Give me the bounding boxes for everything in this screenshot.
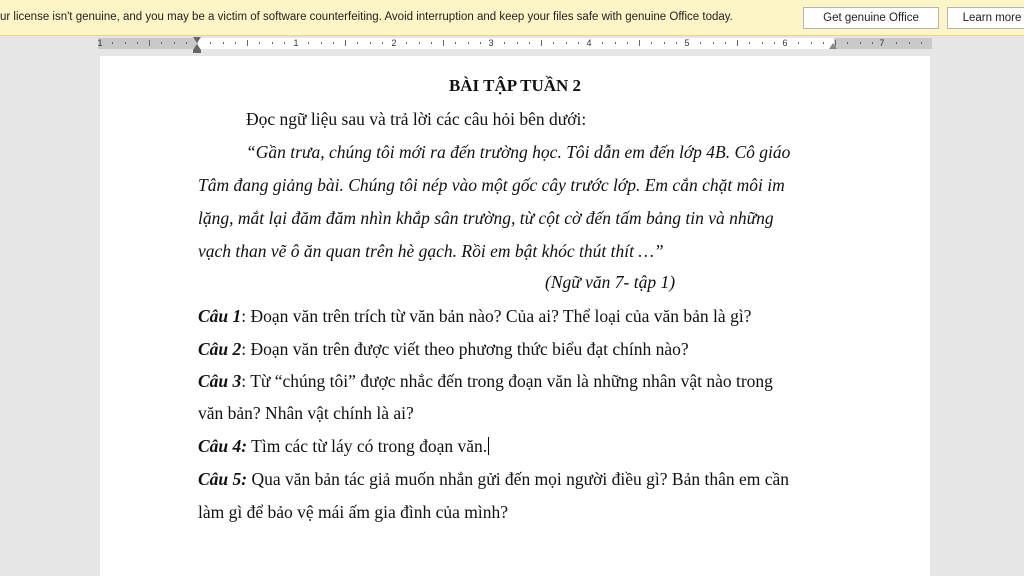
ruler-tick — [811, 42, 812, 44]
passage-line: vạch than vẽ ô ăn quan trên hè gạch. Rồi em bật khóc thút thít …” — [198, 241, 664, 261]
ruler-tick — [676, 42, 677, 44]
question-1 — [198, 306, 751, 327]
ruler-tick — [149, 40, 150, 46]
ruler-tick — [125, 42, 126, 44]
question-3 — [198, 371, 773, 392]
ruler-tick — [419, 42, 420, 44]
question-separator: : — [241, 339, 247, 359]
ruler-tick — [578, 42, 579, 44]
ruler-tick — [700, 42, 701, 44]
ruler-number: 1 — [97, 38, 103, 48]
ruler-tick — [431, 42, 432, 44]
ruler-tick — [321, 42, 322, 44]
question-label: Câu 1 — [198, 306, 242, 326]
license-warning-banner — [0, 0, 1024, 36]
ruler-tick — [370, 42, 371, 44]
ruler-number: 6 — [782, 38, 788, 48]
ruler-tick — [406, 42, 407, 44]
ruler-tick — [651, 42, 652, 44]
text-cursor — [488, 437, 489, 455]
ruler-tick — [541, 40, 542, 46]
ruler-tick — [566, 42, 567, 44]
ruler-tick — [823, 42, 824, 44]
ruler-tick — [639, 40, 640, 46]
question-separator: : — [241, 306, 247, 326]
ruler-tick — [345, 40, 346, 46]
question-text: Từ “chúng tôi” được nhắc đến trong đoạn văn là những nhân vật nào trong — [246, 371, 773, 391]
ruler-tick — [737, 40, 738, 46]
left-indent-marker[interactable] — [193, 50, 201, 53]
ruler-tick — [247, 40, 248, 46]
ruler-tick — [223, 42, 224, 44]
ruler-tick — [762, 42, 763, 44]
ruler-number: 1 — [293, 38, 299, 48]
ruler-tick — [455, 42, 456, 44]
ruler-tick — [468, 42, 469, 44]
page-title: BÀI TẬP TUẦN 2 — [448, 76, 582, 95]
question-3-continuation: văn bản? Nhân vật chính là ai? — [198, 403, 414, 423]
ruler-tick — [872, 42, 873, 44]
passage-line: lặng, mắt lại đăm đăm nhìn khắp sân trường, từ cột cờ đến tấm bảng tin và những — [198, 208, 774, 228]
ruler-number: 7 — [879, 38, 885, 48]
passage-line: Tâm đang giảng bài. Chúng tôi nép vào một gốc cây trước lớp. Em cắn chặt môi im — [198, 175, 785, 195]
ruler-tick — [749, 42, 750, 44]
ruler-tick — [174, 42, 175, 44]
ruler-tick — [713, 42, 714, 44]
question-label: Câu 3 — [198, 371, 242, 391]
ruler-tick — [909, 42, 910, 44]
ruler-tick — [161, 42, 162, 44]
ruler-tick — [284, 42, 285, 44]
ruler-tick — [517, 42, 518, 44]
ruler-tick — [627, 42, 628, 44]
question-label: Câu 5: — [198, 469, 248, 489]
ruler-tick — [186, 42, 187, 44]
ruler-tick — [480, 42, 481, 44]
ruler-number: 4 — [586, 38, 592, 48]
question-5-continuation: làm gì để bảo vệ mái ấm gia đình của mình? — [198, 502, 509, 522]
source-citation: (Ngữ văn 7- tập 1) — [545, 272, 676, 292]
question-5 — [198, 469, 789, 490]
ruler-tick — [210, 42, 211, 44]
ruler-tick — [798, 42, 799, 44]
ruler-tick — [664, 42, 665, 44]
learn-more-button[interactable]: Learn more — [947, 7, 1024, 29]
ruler-tick — [860, 42, 861, 44]
ruler-left-margin — [98, 38, 198, 49]
ruler-tick — [443, 40, 444, 46]
ruler-tick — [602, 42, 603, 44]
question-text: Đoạn văn trên được viết theo phương thức biểu đạt chính nào? — [246, 339, 689, 359]
get-genuine-office-button[interactable]: Get genuine Office — [803, 7, 939, 29]
ruler-tick — [529, 42, 530, 44]
ruler-tick — [382, 42, 383, 44]
ruler-number: 3 — [488, 38, 494, 48]
ruler-tick — [308, 42, 309, 44]
first-line-indent-marker[interactable] — [193, 37, 201, 43]
question-text: Qua văn bản tác giả muốn nhắn gửi đến mọi người điều gì? Bản thân em cần — [247, 469, 790, 489]
ruler-tick — [112, 42, 113, 44]
ruler-tick — [725, 42, 726, 44]
document-page[interactable] — [100, 56, 930, 576]
license-warning-message: ur license isn't genuine, and you may be a victim of software counterfeiting. Avoid interruption and keep your files safe with genuine Office today. — [0, 11, 733, 23]
ruler-tick — [553, 42, 554, 44]
question-4 — [198, 436, 489, 457]
question-text: Đoạn văn trên trích từ văn bản nào? Của ai? Thể loại của văn bản là gì? — [246, 306, 752, 326]
question-label: Câu 2 — [198, 339, 242, 359]
ruler-tick — [272, 42, 273, 44]
ruler-tick — [137, 42, 138, 44]
question-separator: : — [241, 371, 247, 391]
ruler-tick — [504, 42, 505, 44]
ruler-tick — [615, 42, 616, 44]
ruler-tick — [847, 42, 848, 44]
ruler-tick — [896, 42, 897, 44]
ruler-number: 5 — [684, 38, 690, 48]
question-text: Tìm các từ láy có trong đoạn văn. — [247, 436, 488, 456]
horizontal-ruler[interactable] — [0, 37, 1024, 51]
instruction-text: Đọc ngữ liệu sau và trả lời các câu hỏi bên dưới: — [246, 109, 587, 129]
ruler-tick — [774, 42, 775, 44]
ruler-tick — [259, 42, 260, 44]
ruler-number: 2 — [391, 38, 397, 48]
question-label: Câu 4: — [198, 436, 248, 456]
right-indent-marker[interactable] — [829, 43, 837, 49]
ruler-tick — [357, 42, 358, 44]
ruler-tick — [333, 42, 334, 44]
ruler-tick — [921, 42, 922, 44]
passage-line: “Gần trưa, chúng tôi mới ra đến trường học. Tôi dẫn em đến lớp 4B. Cô giáo — [246, 142, 791, 162]
question-2 — [198, 339, 689, 360]
ruler-tick — [235, 42, 236, 44]
